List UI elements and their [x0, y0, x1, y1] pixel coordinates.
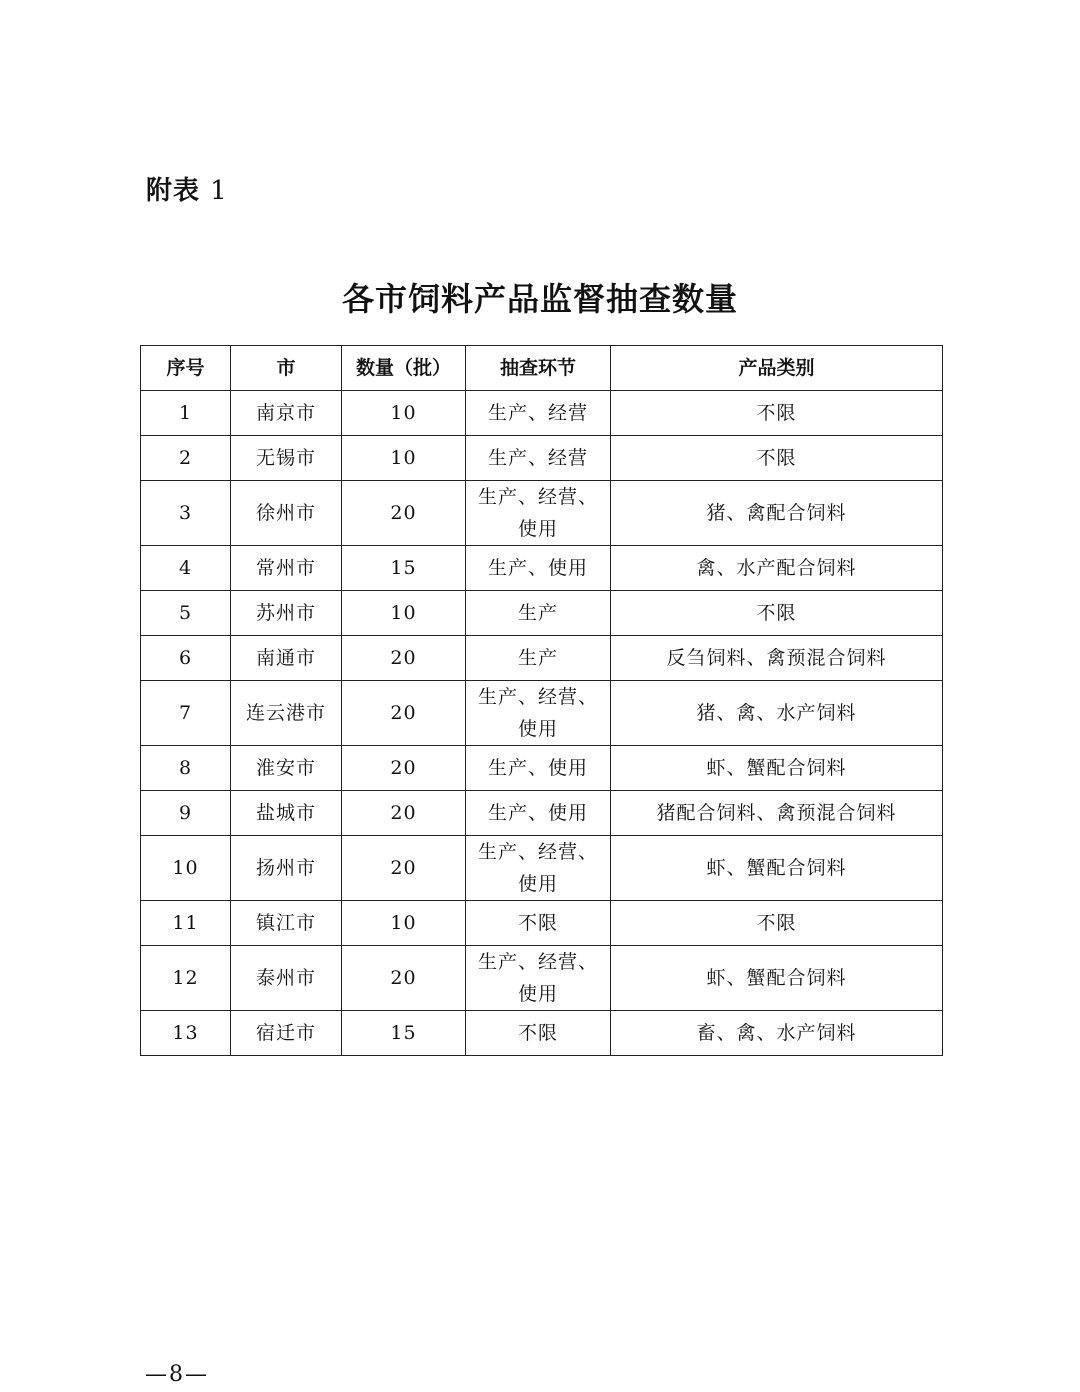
cell-city: 宿迁市 — [231, 1011, 342, 1056]
table-header — [141, 346, 943, 391]
header-category: 产品类别 — [611, 346, 943, 391]
cell-stage: 生产、使用 — [466, 546, 611, 591]
attachment-label — [146, 170, 228, 207]
cell-seq: 2 — [141, 436, 231, 481]
table-row — [141, 746, 943, 791]
cell-quantity: 15 — [342, 1011, 466, 1056]
cell-stage: 生产、经营、使用 — [466, 836, 611, 901]
table-row — [141, 681, 943, 746]
cell-quantity: 20 — [342, 946, 466, 1011]
cell-category: 猪、禽、水产饲料 — [611, 681, 943, 746]
cell-city: 扬州市 — [231, 836, 342, 901]
cell-seq: 7 — [141, 681, 231, 746]
cell-stage: 生产、经营、使用 — [466, 681, 611, 746]
cell-city: 徐州市 — [231, 481, 342, 546]
cell-stage: 生产、使用 — [466, 791, 611, 836]
cell-seq: 6 — [141, 636, 231, 681]
cell-quantity: 10 — [342, 901, 466, 946]
table-body — [141, 391, 943, 1056]
table-row — [141, 636, 943, 681]
table-row — [141, 1011, 943, 1056]
table-row — [141, 481, 943, 546]
cell-quantity: 20 — [342, 836, 466, 901]
cell-stage: 生产、经营、使用 — [466, 481, 611, 546]
cell-category: 不限 — [611, 436, 943, 481]
cell-seq: 12 — [141, 946, 231, 1011]
cell-stage: 生产、经营、使用 — [466, 946, 611, 1011]
cell-city: 常州市 — [231, 546, 342, 591]
table-row — [141, 436, 943, 481]
cell-seq: 1 — [141, 391, 231, 436]
cell-category: 不限 — [611, 391, 943, 436]
cell-stage: 生产、经营 — [466, 436, 611, 481]
cell-quantity: 10 — [342, 391, 466, 436]
cell-quantity: 20 — [342, 746, 466, 791]
cell-city: 苏州市 — [231, 591, 342, 636]
cell-category: 不限 — [611, 591, 943, 636]
cell-quantity: 20 — [342, 481, 466, 546]
cell-category: 猪配合饲料、禽预混合饲料 — [611, 791, 943, 836]
cell-seq: 5 — [141, 591, 231, 636]
cell-stage: 生产 — [466, 591, 611, 636]
attachment-label-number: 1 — [210, 176, 228, 206]
table-row — [141, 946, 943, 1011]
inspection-quantity-table — [140, 345, 943, 1056]
cell-city: 无锡市 — [231, 436, 342, 481]
cell-city: 淮安市 — [231, 746, 342, 791]
cell-seq: 4 — [141, 546, 231, 591]
table-row — [141, 791, 943, 836]
cell-stage: 生产、经营 — [466, 391, 611, 436]
cell-stage: 生产、使用 — [466, 746, 611, 791]
cell-seq: 13 — [141, 1011, 231, 1056]
cell-city: 南通市 — [231, 636, 342, 681]
cell-seq: 9 — [141, 791, 231, 836]
cell-seq: 10 — [141, 836, 231, 901]
cell-category: 猪、禽配合饲料 — [611, 481, 943, 546]
attachment-label-text: 附表 — [146, 176, 201, 206]
cell-seq: 11 — [141, 901, 231, 946]
cell-stage: 不限 — [466, 901, 611, 946]
document-title: 各市饲料产品监督抽查数量 — [341, 280, 738, 318]
cell-quantity: 15 — [342, 546, 466, 591]
cell-category: 禽、水产配合饲料 — [611, 546, 943, 591]
page-number: —8— — [145, 1362, 209, 1387]
cell-category: 虾、蟹配合饲料 — [611, 836, 943, 901]
header-stage: 抽查环节 — [466, 346, 611, 391]
cell-category: 虾、蟹配合饲料 — [611, 746, 943, 791]
cell-category: 虾、蟹配合饲料 — [611, 946, 943, 1011]
table-row — [141, 901, 943, 946]
cell-city: 南京市 — [231, 391, 342, 436]
cell-quantity: 10 — [342, 591, 466, 636]
cell-quantity: 20 — [342, 681, 466, 746]
cell-city: 盐城市 — [231, 791, 342, 836]
cell-category: 畜、禽、水产饲料 — [611, 1011, 943, 1056]
table-row — [141, 546, 943, 591]
header-city: 市 — [231, 346, 342, 391]
header-quantity: 数量（批） — [342, 346, 466, 391]
cell-seq: 3 — [141, 481, 231, 546]
cell-stage: 不限 — [466, 1011, 611, 1056]
cell-quantity: 20 — [342, 791, 466, 836]
cell-city: 连云港市 — [231, 681, 342, 746]
table-row — [141, 391, 943, 436]
table-row — [141, 591, 943, 636]
header-row — [141, 346, 943, 391]
cell-category: 不限 — [611, 901, 943, 946]
cell-quantity: 20 — [342, 636, 466, 681]
cell-city: 镇江市 — [231, 901, 342, 946]
cell-city: 泰州市 — [231, 946, 342, 1011]
cell-category: 反刍饲料、禽预混合饲料 — [611, 636, 943, 681]
cell-stage: 生产 — [466, 636, 611, 681]
cell-seq: 8 — [141, 746, 231, 791]
header-seq: 序号 — [141, 346, 231, 391]
table-row — [141, 836, 943, 901]
cell-quantity: 10 — [342, 436, 466, 481]
